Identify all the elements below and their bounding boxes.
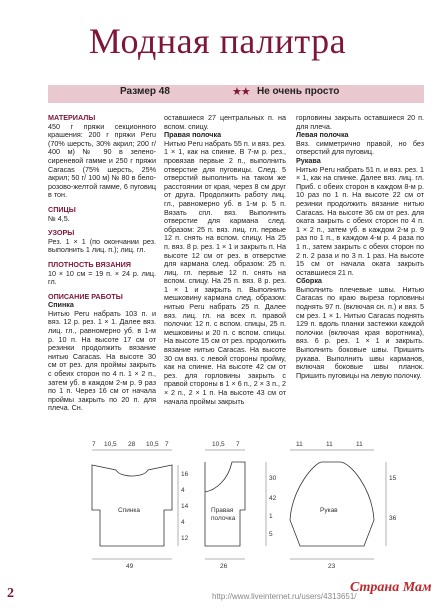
sleeve-right-dim: 15 xyxy=(389,475,397,482)
sleeve-top-dim: 11 xyxy=(296,441,303,448)
density-text: 10 × 10 см = 19 п. × 24 р. лиц. гл. xyxy=(48,268,156,287)
back-top-dim: 10,5 xyxy=(146,441,159,448)
sleeve-pattern-shape xyxy=(290,462,374,546)
sleeve-top-dim: 11 xyxy=(326,441,333,448)
front-label-line1: Правая xyxy=(211,507,234,514)
back-right-dim: 14 xyxy=(181,503,189,510)
front-pattern-shape xyxy=(205,462,245,546)
needles-heading: СПИЦЫ xyxy=(48,204,76,214)
patterns-heading: УЗОРЫ xyxy=(48,228,75,238)
sleeve-bottom-dim: 23 xyxy=(328,563,336,570)
back-right-dim: 4 xyxy=(181,519,185,526)
sleeve-text: Нитью Peru набрать 51 п. и вяз. рез. 1 × 1, как на спинке. Далее вяз. лиц. гл. Приб. с обеих сторон в каждом 8-м р. 10 раз по 1 п. На высоте 22 см от резинки продолжить вязание нитью Caracas. На высоте 36 см от рез. для оката закрыть с обеих сторон по 4 п. 1 × 2 п., затем уб. в каждом 2-м р. 9 раз по 1 п., в каждом 4-м р. 4 раза по 1 п., затем закрыть с обеих сторон по 2 п. 2 раза и по 3 п. 1 раз. На высоте 15 см от начала оката закрыть оставшиеся 21 п. xyxy=(296,164,424,277)
front-right-dim: 42 xyxy=(269,495,277,502)
back-right-dim: 12 xyxy=(181,535,189,542)
left-front-text: Вяз. симметрично правой, но без отверстий для пуговиц. xyxy=(296,138,424,157)
sleeve-right-dim: 36 xyxy=(389,515,397,522)
back-top-dim: 28 xyxy=(128,441,136,448)
back-right-dim: 16 xyxy=(181,471,189,478)
right-front-continued: горловины закрыть оставшиеся 20 п. для плеча. xyxy=(296,113,424,131)
right-front-text: Нитью Peru набрать 55 п. и вяз. рез. 1 × 1, как на спинке. В 7-м р. рез., провязав первые 2 п., выполнить отверстие для пуговицы. След. 5 отверстий выполнить на таком же расстоянии от края, через 8 см друг от друга. Продолжить работу лиц. гл., равномерно уб. в 1-м р. 5 п. Вязать спл. вяз. Выполнить отверстие для кармана след. образом: 25 п. вяз. лиц. гл. первые 12 п. снять на вспом. спицу. На 25 п. вяз. 8 р. рез. 1 × 1 и закрыть п. На высоте 12 см от рез. в отверстие для кармана след. образом: 25 п. лиц. гл. первые 12 п. снять на вспом. спицу. На 25 п. вяз. 8 р. рез. 1 × 1 и закрыть п. Выполнить мешковину кармана след. образом: нитью Peru набрать 25 п. Далее вяз. лиц. гл. на всех п. правой полочки: 12 п. с вспом. спицы, 25 п. мешковины и 20 п. с вспом. спицы. На высоте 15 см от рез. продолжить вязание нитью Caracas. На высоте 30 см вяз. с левой стороны пройму, как на спинке. На высоте 42 см от рез. для горловины закрыть с правой стороны в 1 × 6 п., 2 × 3 п., 2 × 2 п., 2 × 1 п. На высоте 43 см от начала проймы закрыть xyxy=(164,138,286,406)
materials-heading: МАТЕРИАЛЫ xyxy=(48,113,96,122)
back-top-dim: 7 xyxy=(165,441,169,448)
left-front-subheading: Левая полочка xyxy=(296,130,349,140)
right-front-subheading: Правая полочка xyxy=(164,130,222,140)
back-top-dim: 10,5 xyxy=(104,441,117,448)
needles-text: № 4,5. xyxy=(48,213,70,223)
work-heading: ОПИСАНИЕ РАБОТЫ xyxy=(48,291,123,301)
front-right-dim: 1 xyxy=(269,513,273,520)
sleeve-subheading: Рукава xyxy=(296,155,321,165)
back-text-continued: оставшиеся 27 центральных п. на вспом. спицу. xyxy=(164,113,286,131)
assembly-subheading: Сборка xyxy=(296,276,322,286)
front-right-dim: 5 xyxy=(269,531,273,538)
materials-text: 450 г пряжи секционного крашения: 200 г пряжи Peru (70% шерсть, 30% акрил; 200 г/ 400 м) № 90 в зелено-сиреневой гамме и 250 г пряжи Caracas (75% шерсть, 25% акрил; 50 г/ 100 м) № 80 в бело-розово-желтой гамме, 6 пуговиц в тон. xyxy=(48,121,156,200)
front-top-dim: 7 xyxy=(236,441,240,448)
front-right-dim: 30 xyxy=(269,475,277,482)
back-right-dim: 4 xyxy=(181,487,185,494)
size-label: Размер 48 xyxy=(120,86,170,97)
page-number: 2 xyxy=(7,586,14,601)
page-title: Модная палитра xyxy=(88,21,347,61)
difficulty-stars-icon: ★★ xyxy=(232,86,250,98)
front-label-line2: полочка xyxy=(211,515,236,522)
back-top-dim: 7 xyxy=(92,441,96,448)
difficulty-label: Не очень просто xyxy=(257,86,340,97)
patterns-text: Рез. 1 × 1 (по окончании рез. выполнить 1 лиц. п.); лиц. гл. xyxy=(48,236,156,255)
sleeve-label: Рукав xyxy=(320,507,338,514)
back-text: Нитью Peru набрать 103 п. и вяз. 12 р. рез. 1 × 1. Далее вяз. лиц. гл., равномерно уб. в 1-м р. 10 п. На высоте 17 см от резинки продолжить вязание нитью Caracas. На высоте 30 см от рез. для проймы закрыть с обеих сторон по 4 п. 1 × 2 п., затем уб. в каждом 2-м р. 9 раз по 1 п. Через 16 см от начала проймы закрыть по 20 п. для плеча. Сн. xyxy=(48,308,156,413)
back-subheading: Спинка xyxy=(48,300,74,310)
sleeve-top-dim: 11 xyxy=(356,441,363,448)
watermark-url: http://www.liveinternet.ru/users/4313651/ xyxy=(212,592,357,601)
front-bottom-dim: 26 xyxy=(220,563,228,570)
back-bottom-dim: 49 xyxy=(126,563,134,570)
assembly-text: Выполнить плечевые швы. Нитью Caracas по краю выреза горловины поднять 97 п. (включая сн. п.) и вяз. 5 см рез. 1 × 1. Нитью Caracas поднять 129 п. вдоль планки застежки каждой полочки (включая края воротника), вяз. 6 р. рез. 1 × 1 и закрыть. Выполнить боковые швы. Пришить рукава. Выполнить швы карманов, включая боковые швы планок. Пришить пуговицы на левую полочку. xyxy=(296,284,424,380)
back-label: Спинка xyxy=(118,507,141,514)
density-heading: ПЛОТНОСТЬ ВЯЗАНИЯ xyxy=(48,259,131,269)
site-logo: Страна Мам xyxy=(350,580,432,595)
front-top-dim: 10,5 xyxy=(212,441,225,448)
back-pattern-shape xyxy=(92,465,172,546)
